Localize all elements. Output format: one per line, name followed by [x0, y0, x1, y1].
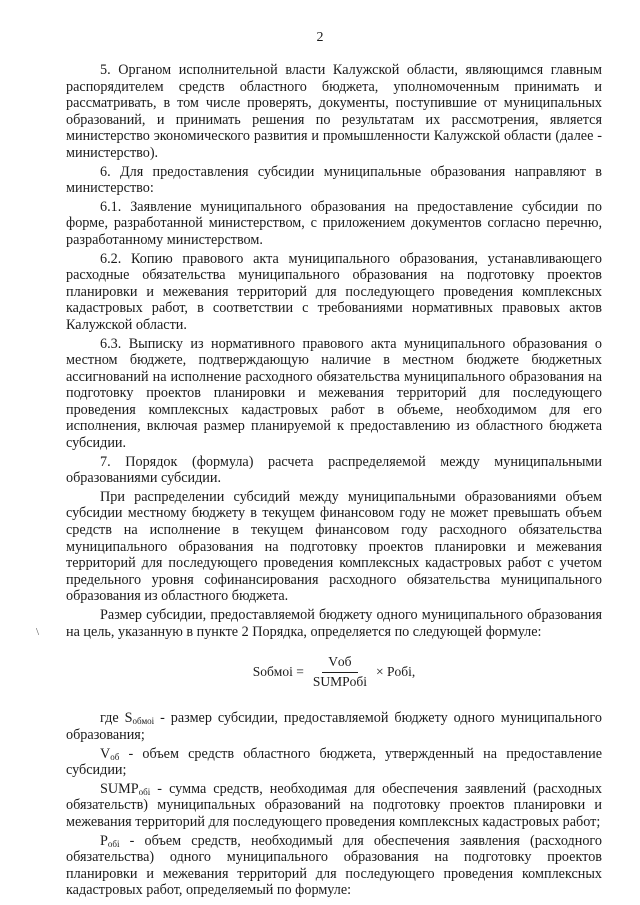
paragraph-6-2: 6.2. Копию правового акта муниципального образования, устанавливающего расходные обязательства муниципального образования на подготовку проектов планировки и межевания территорий для последующего проведения комплексных кадастровых работ, в соответствии с требованиями нормативных правовых актов Калужской области. — [66, 250, 602, 333]
formula-rhs: × Pобі, — [375, 663, 416, 679]
page-number: 2 — [316, 30, 324, 45]
scan-mark: \ — [36, 626, 40, 638]
definition-sump: $SUMP_{обі}$ - сумма средств, необходимая для обеспечения заявлений (расходных обязательств) муниципальных образований на подготовку проектов планировки и межевания территорий для последующего проведения комплексных кадастровых работ; — [66, 780, 602, 830]
formula-denominator: SUMPобі — [312, 673, 367, 689]
paragraph-7: 7. Порядок (формула) расчета распределяемой между муниципальными образованиями субсидии. — [66, 453, 602, 487]
formula-fraction — [307, 654, 373, 690]
paragraph-distribution: При распределении субсидий между муниципальными образованиями объем субсидии местному бюджету в текущем финансовом году не может превышать объем средств на исполнение в текущем финансовом году расходного обязательства муниципального образования на подготовку проектов планировки и межевания территорий для последующего проведения комплексных кадастровых работ с учетом предельного уровня софинансирования расходного обязательства муниципального образования из областного бюджета. — [66, 488, 602, 605]
subsidy-formula — [66, 654, 602, 690]
document-body — [66, 62, 602, 901]
paragraph-6-1: 6.1. Заявление муниципального образования на предоставление субсидии по форме, разработанной министерством, с приложением документов согласно перечню, разработанному министерством. — [66, 198, 602, 248]
definition-s: где $S_{обмоі}$ - размер субсидии, предоставляемой бюджету одного муниципального образования; — [66, 710, 602, 743]
paragraph-6-3: 6.3. Выписку из нормативного правового акта муниципального образования о местном бюджете, подтверждающую наличие в местном бюджете бюджетных ассигнований на исполнение расходного обязательства муниципального образования на подготовку проектов планировки и межевания территорий для последующего проведения комплексных кадастровых работ в объеме, необходимом для его исполнения, включая размер планируемой к предоставлению из областного бюджета субсидии. — [66, 335, 602, 452]
paragraph-subsidy-size: Размер субсидии, предоставляемой бюджету одного муниципального образования на цель, указанную в пункте 2 Порядка, определяется по следующей формуле: — [66, 607, 602, 640]
paragraph-6: 6. Для предоставления субсидии муниципальные образования направляют в министерство: — [66, 163, 602, 197]
formula-numerator: Vоб — [322, 654, 357, 673]
definition-v: $V_{об}$ - объем средств областного бюджета, утвержденный на предоставление субсидии; — [66, 745, 602, 779]
definition-p: $P_{обі}$ - объем средств, необходимый для обеспечения заявления (расходного обязательства) одного муниципального образования на подготовку проектов планировки и межевания территорий для последующего проведения комплексных кадастровых работ, определяемый по формуле: — [66, 832, 602, 899]
formula-lhs: Sобмоі = — [252, 663, 304, 679]
paragraph-5: 5. Органом исполнительной власти Калужской области, являющимся главным распорядителем средств областного бюджета, уполномоченным принимать и рассматривать, в том числе проверять, документы, поступившие от муниципальных образований, и принимать решения по результатам их рассмотрения, является министерство экономического развития и промышленности Калужской области (далее - министерство). — [66, 62, 602, 161]
